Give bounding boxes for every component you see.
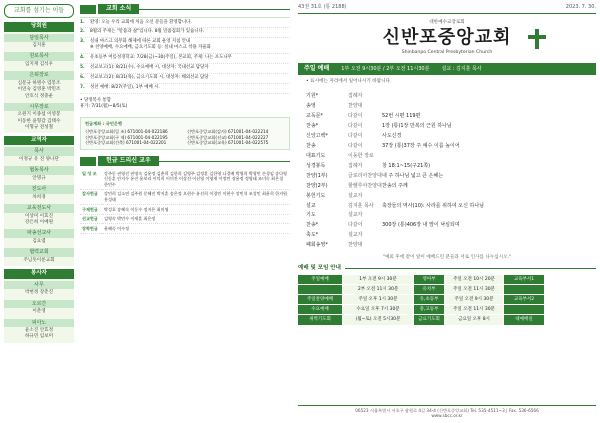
worship-column bbox=[298, 4, 596, 419]
meeting-label bbox=[298, 285, 342, 294]
order-detail bbox=[382, 242, 588, 249]
order-leader: 집례자 bbox=[348, 162, 363, 169]
worship-order-row bbox=[306, 111, 588, 121]
order-detail: 1장 (통)1장 만복의 근원 하나님 bbox=[382, 123, 452, 130]
order-item: 기도 bbox=[306, 212, 316, 219]
worship-order-row bbox=[306, 102, 588, 112]
news-text: 실내 마스크 의무화 해제에 따른 교회 운영 지침 안내 ※ 찬양예배, 수요예배, 금요기도회 등: 실내 마스크 착용 자율화 bbox=[90, 39, 211, 51]
news-text: 선교보고(2): 8/31(목), 금요기도회 시, 대상자: 해외선교 담당 bbox=[90, 75, 209, 81]
department-time: 금요일 오후 8시 bbox=[445, 315, 503, 324]
header-bar bbox=[80, 5, 96, 14]
bank-account: 신반포중앙교회(구 제) 671001-04-022195 bbox=[85, 134, 168, 140]
bank-account: 신반포중앙교회(감사) 671001-04-022214 bbox=[187, 129, 269, 135]
bank-account: 신반포중앙교회(교육) 671001-04-022575 bbox=[187, 140, 269, 146]
order-detail bbox=[382, 232, 588, 239]
news-item bbox=[80, 28, 290, 38]
order-item: 찬양(1부) bbox=[306, 172, 328, 179]
issue-date: 2023. 7. 30. bbox=[565, 4, 596, 10]
order-leader: 다같이 bbox=[348, 142, 363, 149]
order-detail bbox=[382, 193, 588, 200]
department-time: 주일 오전 11시 30분 bbox=[445, 285, 503, 294]
offering-box bbox=[80, 117, 290, 150]
meetings-grid bbox=[298, 275, 596, 324]
sidebar-role: 시무장로 bbox=[4, 103, 74, 112]
order-leader: 설교자 bbox=[348, 232, 363, 239]
order-detail bbox=[382, 212, 588, 219]
sidebar-block bbox=[4, 269, 74, 342]
news-item bbox=[80, 64, 290, 74]
meeting-label: 주일예배 bbox=[298, 275, 342, 284]
news-item bbox=[80, 18, 290, 28]
table-row bbox=[80, 224, 290, 234]
sidebar-block bbox=[4, 136, 74, 266]
location-label bbox=[504, 305, 544, 314]
church-english-name: Shinbanpo Central Presbyterian Church bbox=[401, 50, 493, 56]
header-line bbox=[159, 161, 290, 162]
sidebar-names: 이춘영 bbox=[32, 309, 46, 315]
sidebar-names: 안명규 bbox=[32, 176, 46, 182]
sidebar-names: 이정규 유 진 양나단 bbox=[19, 157, 59, 163]
order-detail bbox=[382, 153, 588, 160]
bank-account: 신반포중앙교회(건축) 671001-04-022201 bbox=[85, 140, 167, 146]
location-label bbox=[504, 285, 544, 294]
sidebar-role: 사무 bbox=[4, 281, 74, 290]
sidebar-role: 교육전도사 bbox=[4, 204, 74, 213]
news-number: 4. bbox=[80, 55, 85, 61]
order-item: 교독문* bbox=[306, 113, 323, 120]
sidebar-role: 목사 bbox=[4, 147, 74, 156]
greeting-quote: "예외 후에 같이 앞이 예배드린 분들과 서로 인사를 나누십시오." bbox=[382, 254, 512, 260]
department-label: 영아부 bbox=[414, 275, 444, 284]
order-item: 신앙고백* bbox=[306, 132, 328, 139]
issue-bar bbox=[298, 4, 596, 14]
account-list bbox=[85, 129, 285, 146]
worship-order-row bbox=[306, 241, 588, 251]
news-number: 1. bbox=[80, 19, 85, 25]
sidebar-block-head: 봉사자 bbox=[4, 269, 74, 278]
donor-names: 윤혜숙 이수정 bbox=[102, 224, 290, 234]
worship-order-row bbox=[306, 211, 588, 221]
bank-account: 신반포중앙교회(일 조) 671001-04-022186 bbox=[85, 129, 168, 135]
table-row bbox=[80, 205, 290, 215]
location-label: 교육부서2 bbox=[504, 295, 544, 304]
meeting-time: (월~토) 오전 5시30분 bbox=[343, 315, 413, 324]
worship-header bbox=[298, 63, 596, 75]
department-time: 주일 오전 9시 30분 bbox=[445, 295, 503, 304]
meetings-header bbox=[298, 265, 596, 272]
order-leader: 다같이 bbox=[348, 113, 363, 120]
sidebar-role: 협동목사 bbox=[4, 166, 74, 175]
order-detail: 찬송의 주께 bbox=[382, 182, 408, 189]
sidebar-names: 이상미 이효진 강은희 이예원 bbox=[24, 214, 54, 226]
sidebar-role: 담임목사 bbox=[4, 34, 74, 43]
order-leader: 설교자 bbox=[348, 212, 363, 219]
order-leader: 이동한 장로 bbox=[348, 152, 374, 159]
news-extra bbox=[80, 97, 290, 112]
news-item bbox=[80, 54, 290, 64]
news-text: 유초등부 여름성경학교: 7/28(금)~30(주일), 본교회, 주제: 나는 포도나무 bbox=[90, 55, 232, 61]
order-item: 봉헌기도 bbox=[306, 192, 326, 199]
sidebar-names: 김요엽 bbox=[32, 239, 46, 245]
worship-order-row bbox=[306, 201, 588, 211]
table-row bbox=[80, 189, 290, 204]
order-item: 축도* bbox=[306, 232, 319, 239]
header-line bbox=[345, 268, 596, 269]
sidebar-names: 임지재 김석우 bbox=[24, 62, 54, 68]
order-leader: 다같이 bbox=[348, 132, 363, 139]
sidebar-names: 차희경 bbox=[32, 195, 46, 201]
sidebar-role: 파송선교사 bbox=[4, 229, 74, 238]
news-text: 성찬 예배: 8/27(주일), 1부 예배 시. bbox=[90, 85, 160, 91]
order-leader: 집례자 bbox=[348, 93, 363, 100]
news-text: 8월의 주제는 "말씀과 삶"입니다. 8월 말씀집회가 있습니다. bbox=[90, 29, 205, 35]
order-leader: 다같이 bbox=[348, 222, 363, 229]
order-detail bbox=[382, 103, 588, 110]
order-detail bbox=[382, 93, 588, 100]
sidebar-block bbox=[4, 22, 74, 133]
worship-order-row bbox=[306, 221, 588, 231]
worship-order-row bbox=[306, 141, 588, 151]
order-detail: 창 18:1~15(구21쪽) bbox=[382, 162, 431, 169]
department-label: 중,고등부 bbox=[414, 305, 444, 314]
news-title: 교회 소식 bbox=[98, 4, 139, 14]
worship-order-row bbox=[306, 131, 588, 141]
sidebar-names: 오원기 이종섭 이영봉 이동한 윤형갑 김태수 이형규 전성철 bbox=[17, 112, 61, 130]
order-item: 설교 bbox=[306, 202, 316, 209]
order-leader: 할렐루야찬양대 bbox=[348, 182, 382, 189]
sidebar-role: 협력교회 bbox=[4, 248, 74, 257]
order-item: 찬송* bbox=[306, 222, 319, 229]
order-detail: 내 주 하나님 넓고 큰 은혜는 bbox=[382, 172, 444, 179]
news-number: 3. bbox=[80, 39, 85, 45]
order-leader: 다같이 bbox=[348, 123, 363, 130]
order-item: 기원* bbox=[306, 93, 319, 100]
order-item: 송영 bbox=[306, 103, 316, 110]
offering-type: 선교헌금 bbox=[80, 214, 102, 224]
worship-preacher: 설교 : 김지훈 목사 bbox=[441, 66, 482, 73]
duty-title: 헌금 드리신 교우 bbox=[98, 156, 159, 166]
department-label: 유치부 bbox=[414, 285, 444, 294]
order-detail: 37장 (통)37장 주 예수 이름 높이어 bbox=[382, 142, 460, 149]
worship-order-row bbox=[306, 161, 588, 171]
footer: 06523 서울특별시 서초구 잠원로 4길 34-4 (신반포중앙교회) Tel. 535-4511~3 | Fax. 536-6566 www.sbcc.or.kr bbox=[298, 405, 596, 419]
news-list bbox=[80, 17, 290, 94]
header-line bbox=[139, 9, 290, 10]
bank-account: 신반포중앙교회(선교) 671001-04-022227 bbox=[187, 134, 269, 140]
news-item bbox=[80, 74, 290, 84]
worship-times: 1부 오전 9시30분 / 2부 오전 11시30분 bbox=[341, 66, 430, 73]
news-number: 6. bbox=[80, 75, 85, 81]
meetings-title: 예배 및 모임 안내 bbox=[298, 264, 341, 271]
worship-order-row bbox=[306, 191, 588, 201]
donor-names: 강민희 김소연 김주원 문혜진 박지훈 송은정 오현수 유선희 이경민 이현수 장민석 조성민 최윤희 한지원 홍성태 bbox=[102, 189, 290, 204]
news-item bbox=[80, 84, 290, 94]
meeting-label: 새벽기도회 bbox=[298, 315, 342, 324]
worship-order-row bbox=[306, 231, 588, 241]
news-number: 7. bbox=[80, 85, 85, 91]
donor-names: 강주동 권영진 권명숙 김윤정 김춘희 김한희 김영주 김정훈 김한영 나경배 박영희 박형민 손경임 송다영 신동훈 안지수 유진 윤보라 이덕희 이미진 이상선 이선영 이영재 이정민 장윤정 정영태 조미숙 최은경 한민수 bbox=[102, 169, 290, 189]
order-leader: 글로리아찬양대 bbox=[348, 172, 382, 179]
offering-type: 구제헌금 bbox=[80, 205, 102, 215]
sidebar-block-head: 교역자 bbox=[4, 136, 74, 145]
church-name: 신반포중앙교회 bbox=[382, 26, 512, 48]
order-leader: 찬양대 bbox=[348, 242, 363, 249]
sidebar-role: 전도사 bbox=[4, 185, 74, 194]
offering-type: 장학헌금 bbox=[80, 224, 102, 234]
meeting-time: 1부 오전 9시 30분 bbox=[343, 275, 413, 284]
denomination: 대한예수교장로회 bbox=[429, 19, 465, 25]
news-text: 선교보고(1): 8/21(수), 수요예배 시, 대상자: 국내선교 담당자 bbox=[90, 65, 209, 71]
news-text: 환영: 오늘 우리 교회에 처음 오신 분들을 환영합니다. bbox=[90, 19, 192, 25]
order-leader: 김지훈 목사 bbox=[348, 202, 374, 209]
department-label: 유,초등부 bbox=[414, 295, 444, 304]
sidebar-names: 심문규 하병수 염봉조 이연숙 김영훈 박민조 안호식 정충운 bbox=[17, 81, 61, 99]
sidebar-names: 주님뜻이룬교회 bbox=[23, 258, 55, 264]
order-leader: 설교자 bbox=[348, 192, 363, 199]
donor-names: 김영숙 박민수 이재훈 최은정 bbox=[102, 214, 290, 224]
sidebar bbox=[4, 4, 74, 419]
news-header bbox=[80, 4, 290, 14]
order-leader: 찬양대 bbox=[348, 103, 363, 110]
news-number: 5. bbox=[80, 65, 85, 71]
sidebar-block-head: 당회원 bbox=[4, 22, 74, 31]
sidebar-role: 피아노 bbox=[4, 319, 74, 328]
donor-names: 박성호 송혜숙 이동수 정지은 최미영 bbox=[102, 205, 290, 215]
table-row bbox=[80, 169, 290, 189]
worship-order-row bbox=[306, 171, 588, 181]
masthead bbox=[298, 20, 596, 57]
header-bar bbox=[80, 157, 96, 166]
church-logo-icon bbox=[526, 28, 548, 50]
order-item: 찬양(2부) bbox=[306, 182, 328, 189]
sidebar-names: 박현정 장춘진 bbox=[24, 290, 54, 296]
order-item: 폐회송영* bbox=[306, 242, 328, 249]
sidebar-blocks bbox=[4, 22, 74, 343]
order-detail: 사도신경 bbox=[382, 132, 402, 139]
meeting-label: 주일찬양예배 bbox=[298, 295, 342, 304]
order-item: 대표기도 bbox=[306, 152, 326, 159]
duty-header bbox=[80, 156, 290, 166]
standing-notice: • 표시에는 자리에서 일어나시기 바랍니다. bbox=[306, 79, 392, 85]
sidebar-names: 김지훈 bbox=[32, 43, 46, 49]
sidebar-title: 교회를 섬기는 이들 bbox=[4, 4, 74, 18]
worship-title: 주일 예배 bbox=[304, 65, 330, 73]
news-column bbox=[80, 4, 290, 419]
location-label: 교육부서1 bbox=[504, 275, 544, 284]
order-of-worship bbox=[306, 92, 588, 251]
order-detail: 52번 시편 119편 bbox=[382, 113, 421, 120]
offering-title: 헌금계좌 : 국민은행 bbox=[85, 121, 122, 127]
sidebar-role: 오르간 bbox=[4, 300, 74, 309]
worship-order-row bbox=[306, 92, 588, 102]
worship-order-row bbox=[306, 151, 588, 161]
meeting-time: 2부 오전 11시 30분 bbox=[343, 285, 413, 294]
news-item bbox=[80, 38, 290, 54]
order-detail: 300장 (통)406장 내 맘이 낙심되며 bbox=[382, 222, 460, 229]
worship-order-row bbox=[306, 181, 588, 191]
sidebar-role: 은퇴장로 bbox=[4, 71, 74, 80]
news-number: 2. bbox=[80, 29, 85, 35]
news-extra-text: • 당정복사 통합 휴가: 7/31(월)~8/5(토) bbox=[80, 98, 128, 109]
issue-number: 43권 31호 (통 2188) bbox=[298, 4, 347, 10]
worship-order-row bbox=[306, 121, 588, 131]
offering-type: 감사헌금 bbox=[80, 189, 102, 204]
sidebar-role: 원로목사 bbox=[4, 52, 74, 61]
offering-type: 일 성 조 bbox=[80, 169, 102, 189]
department-time: 주일 오전 11시 30분 bbox=[445, 305, 503, 314]
order-item: 성경봉독 bbox=[306, 162, 326, 169]
table-row bbox=[80, 214, 290, 224]
order-detail: 축장들의 역사(10): 사라를 위하여 오신 하나님 bbox=[382, 202, 485, 209]
order-item: 찬송 bbox=[306, 142, 316, 149]
department-time: 주일 오전 10시 20분 bbox=[445, 275, 503, 284]
meeting-label: 수요예배 bbox=[298, 305, 342, 314]
order-item: 찬송* bbox=[306, 123, 319, 130]
location-label: 대예배실 bbox=[504, 315, 544, 324]
sidebar-names: 윤소진 안효정 하규민 임보미 bbox=[24, 328, 54, 340]
meeting-time: 주일 오후 1시 30분 bbox=[343, 295, 413, 304]
meeting-time: 수요일 오후 7시 30분 bbox=[343, 305, 413, 314]
department-label: 금요기도회 bbox=[414, 315, 444, 324]
offering-donors-table bbox=[80, 169, 290, 234]
